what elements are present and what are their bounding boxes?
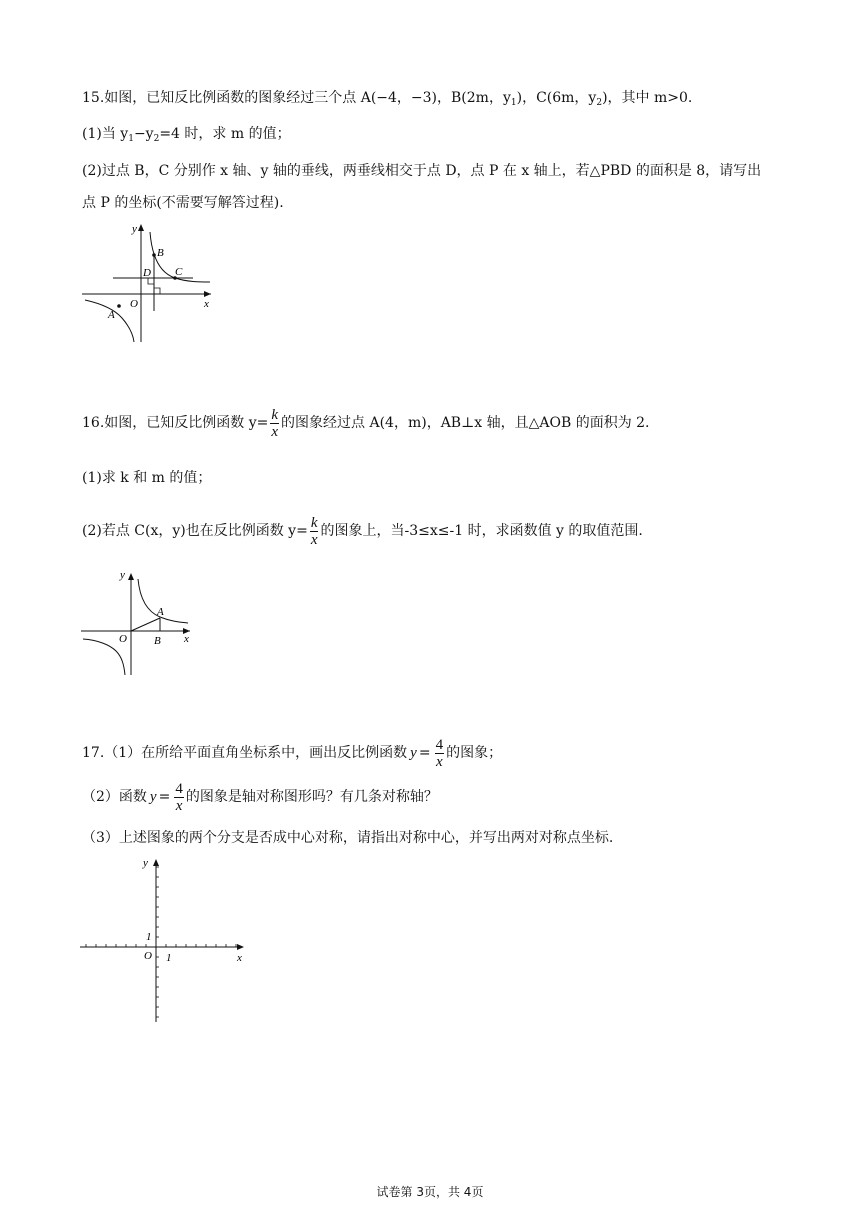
q16-label-x: x xyxy=(184,633,189,645)
q15-label-x: x xyxy=(204,298,209,310)
page-footer: 试卷第 3页，共 4页 xyxy=(376,1185,484,1199)
q15-label-y: y xyxy=(132,223,137,235)
q15-stem: 15.如图，已知反比例函数的图象经过三个点 A(−4，−3)，B(2m，$y_1$)，C(6m，$y_2$)，其中 m>0. xyxy=(82,90,693,108)
q16-part1: (1)求 k 和 m 的值； xyxy=(82,470,212,486)
q15-label-a: A xyxy=(108,309,115,321)
q16-y-arrow xyxy=(128,573,134,580)
q17-label-y: y xyxy=(143,857,148,869)
q16-label-o: O xyxy=(119,633,127,645)
q15-point-a xyxy=(117,304,121,308)
q17-x-arrow xyxy=(237,944,244,950)
q16-stem: 16.如图，已知反比例函数 y= $\frac{k}{x}$ 的图象经过点 A(4，m)，AB⊥x 轴，且△AOB 的面积为 2. xyxy=(82,406,650,440)
q15-part2-line1: (2)过点 B，C 分别作 x 轴、y 轴的垂线，两垂线相交于点 D，点 P 在 x 轴上，若△PBD 的面积是 8，请写出 xyxy=(82,163,762,179)
q17-label-one-x: 1 xyxy=(166,952,172,964)
q15-x-arrow xyxy=(204,291,211,297)
q17-label-o: O xyxy=(144,950,152,962)
q17-part1: 17.（1）在所给平面直角坐标系中，画出反比例函数 y = $\frac{4}{x}$ 的图象； xyxy=(82,736,503,770)
q17-label-one-y: 1 xyxy=(146,931,152,943)
q17-label-x: x xyxy=(237,952,242,964)
q15-y-arrow xyxy=(138,224,144,231)
q17-part2-fraction: $\frac{4}{x}$ xyxy=(175,780,183,814)
q15-label-c: C xyxy=(175,266,183,278)
q15-label-d: D xyxy=(143,267,151,279)
q15-point-b xyxy=(152,253,156,257)
q17-fraction-4-over-x: $\frac{4}{x}$ xyxy=(435,736,444,770)
q16-part2-fraction: $\frac{k}{x}$ xyxy=(310,514,318,548)
q15-curve-q3 xyxy=(85,300,134,342)
q15-right-angle-x xyxy=(154,288,160,294)
q16-fraction-k-over-x: $\frac{k}{x}$ xyxy=(271,406,279,440)
q17-y-arrow xyxy=(153,859,159,866)
q16-label-y: y xyxy=(120,569,125,581)
q16-label-a: A xyxy=(157,606,164,618)
q16-segment-oa xyxy=(131,618,160,631)
q15-part2-line2: 点 P 的坐标(不需要写解答过程). xyxy=(82,195,284,211)
q17-part2: （2）函数 y = $\frac{4}{x}$ 的图象是轴对称图形吗？有几条对称轴？ xyxy=(82,780,438,814)
q15-label-b: B xyxy=(157,247,164,259)
q16-figure xyxy=(78,565,198,680)
q16-part2: (2)若点 C(x，y)也在反比例函数 y= $\frac{k}{x}$ 的图象上，当-3≤x≤-1 时，求函数值 y 的取值范围. xyxy=(82,514,643,548)
q17-axes xyxy=(80,859,244,1022)
q17-coordinate-grid[interactable] xyxy=(76,855,256,1025)
q15-label-o: O xyxy=(130,298,138,310)
q15-part1: (1)当 $y_1-y_2=4$ 时，求 m 的值； xyxy=(82,126,291,144)
q17-part3: （3）上述图象的两个分支是否成中心对称，请指出对称中心，并写出两对对称点坐标. xyxy=(82,830,614,846)
q15-figure xyxy=(75,218,225,348)
q16-label-b: B xyxy=(154,635,161,647)
q17-ticks xyxy=(86,867,236,1017)
